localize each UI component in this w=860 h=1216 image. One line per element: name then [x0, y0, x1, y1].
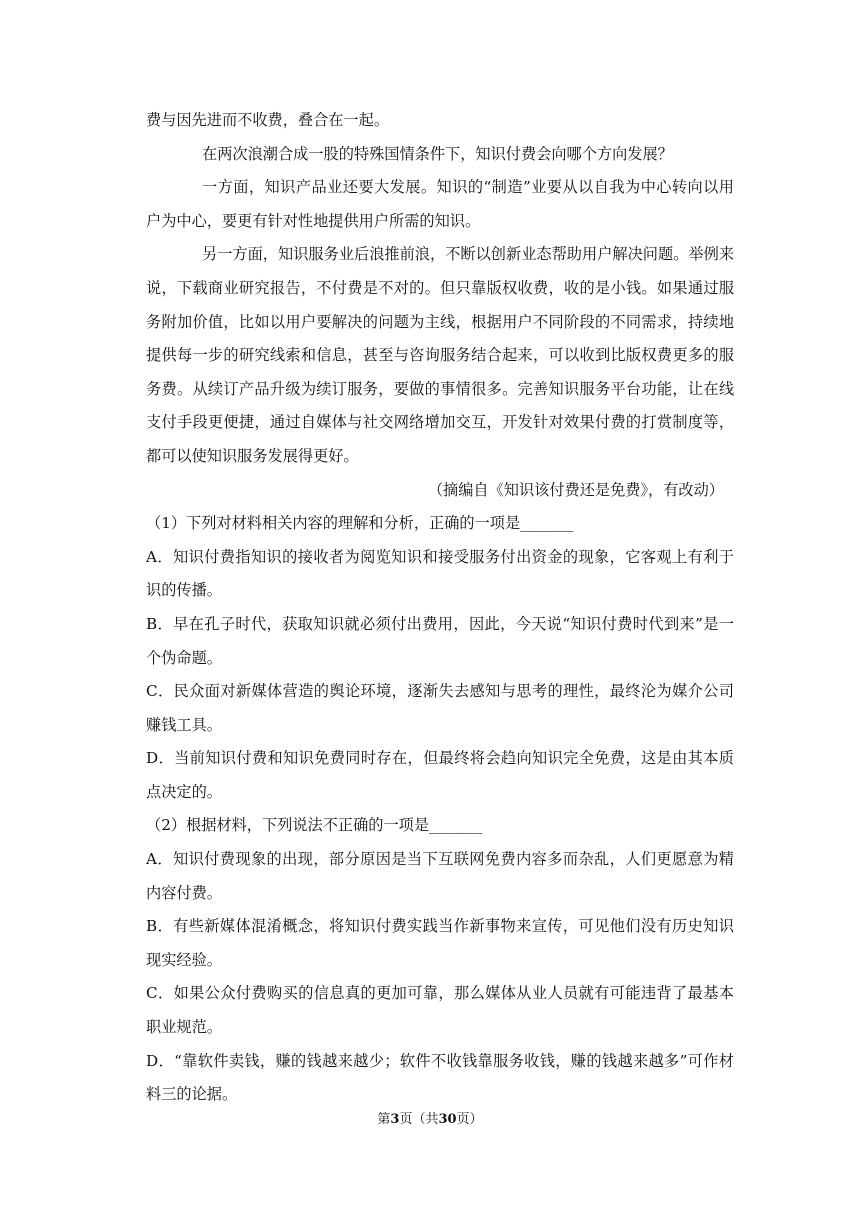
passage-line: 都可以使知识服务发展得更好。 — [146, 446, 359, 465]
q2-option-c-cont: 职业规范。 — [146, 1018, 222, 1037]
q2-option-b-cont: 现实经验。 — [146, 950, 222, 969]
q1-option-d: D．当前知识付费和知识免费同时存在，但最终将会趋向知识完全免费，这是由其本质 — [146, 749, 734, 768]
passage-line: 说，下载商业研究报告，不付费是不对的。但只靠版权收费，收的是小钱。如果通过服 — [146, 278, 734, 297]
passage-line: 提供每一步的研究线索和信息，甚至与咨询服务结合起来，可以收到比版权费更多的服 — [146, 346, 734, 365]
document-body — [146, 104, 734, 1112]
q2-option-d: D．“靠软件卖钱，赚的钱越来越少；软件不收钱靠服务收钱，赚的钱越来越多”可作材 — [146, 1051, 734, 1070]
question-1-stem: （1）下列对材料相关内容的理解和分析，正确的一项是_______ — [146, 514, 574, 533]
passage-line: 户为中心，要更有针对性地提供用户所需的知识。 — [146, 211, 481, 230]
question-2-stem: （2）根据材料，下列说法不正确的一项是_______ — [146, 816, 483, 835]
passage-line: 务费。从续订产品升级为续订服务，要做的事情很多。完善知识服务平台功能，让在线 — [146, 379, 734, 398]
page-footer — [0, 1108, 860, 1127]
passage-line: 费与因先进而不收费，叠合在一起。 — [146, 111, 389, 129]
q2-option-b: B．有些新媒体混淆概念，将知识付费实践当作新事物来宣传，可见他们没有历史知识 — [146, 917, 734, 936]
q1-option-b-cont: 个伪命题。 — [146, 648, 222, 667]
q1-option-a-cont: 识的传播。 — [146, 581, 222, 600]
footer-prefix: 第 — [377, 1112, 391, 1127]
q2-option-a-cont: 内容付费。 — [146, 883, 222, 902]
passage-line: 一方面，知识产品业还要大发展。知识的“制造”业要从以自我为中心转向以用 — [202, 178, 734, 197]
passage-line: 支付手段更便捷，通过自媒体与社交网络增加交互，开发针对效果付费的打赏制度等， — [146, 413, 734, 432]
q1-option-b: B．早在孔子时代，获取知识就必须付出费用，因此，今天说“知识付费时代到来”是一 — [146, 614, 734, 633]
passage-line: 在两次浪潮合成一股的特殊国情条件下，知识付费会向哪个方向发展？ — [202, 144, 673, 163]
q1-option-c-cont: 赚钱工具。 — [146, 715, 222, 734]
q2-option-a: A．知识付费现象的出现，部分原因是当下互联网免费内容多而杂乱，人们更愿意为精 — [146, 850, 734, 869]
source-citation: （摘编自《知识该付费还是免费》，有改动） — [427, 480, 724, 499]
footer-suffix: 页） — [456, 1112, 483, 1127]
passage-line: 另一方面，知识服务业后浪推前浪，不断以创新业态帮助用户解决问题。举例来 — [202, 245, 734, 264]
q2-option-c: C．如果公众付费购买的信息真的更加可靠，那么媒体从业人员就有可能违背了最基本 — [146, 984, 734, 1003]
q1-option-c: C．民众面对新媒体营造的舆论环境，逐渐失去感知与思考的理性，最终沦为媒介公司 — [146, 682, 734, 701]
q2-option-d-cont: 料三的论据。 — [146, 1085, 238, 1104]
footer-total-pages: 30 — [438, 1112, 457, 1127]
footer-page-number: 3 — [390, 1112, 400, 1127]
q1-option-d-cont: 点决定的。 — [146, 782, 222, 801]
footer-mid: 页（共 — [399, 1112, 439, 1127]
q1-option-a: A．知识付费指知识的接收者为阅览知识和接受服务付出资金的现象，它客观上有利于 — [146, 547, 734, 566]
passage-line: 务附加价值，比如以用户要解决的问题为主线，根据用户不同阶段的不同需求，持续地 — [146, 312, 734, 331]
